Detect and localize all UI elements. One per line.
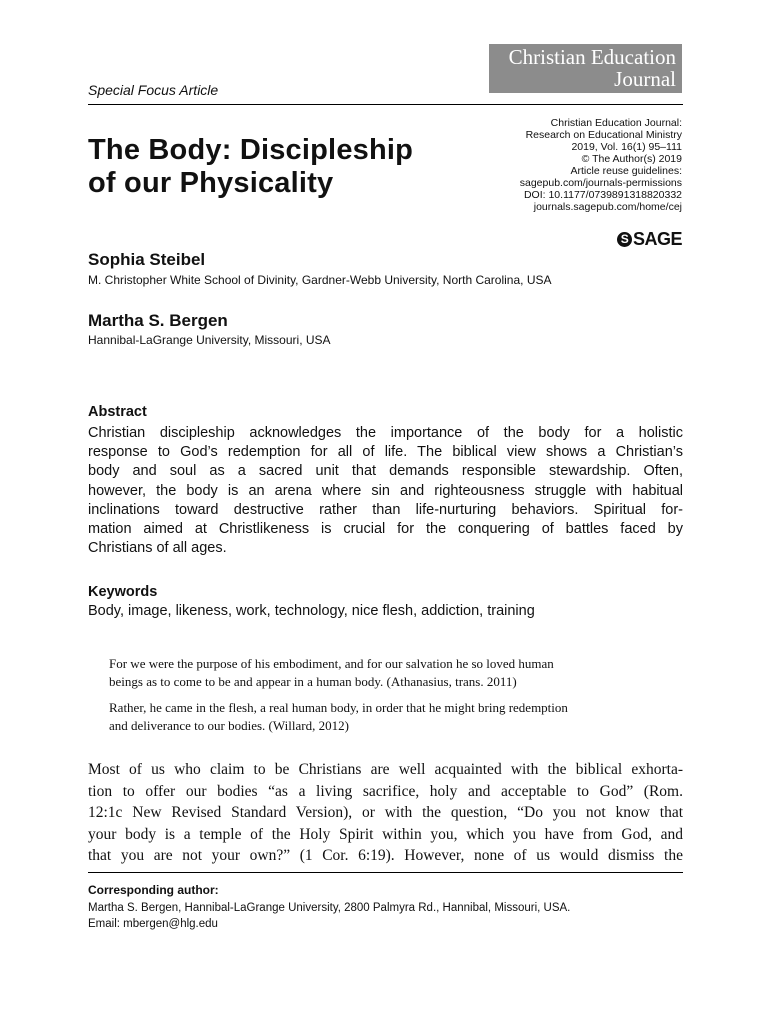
publisher-logo-text: SAGE — [632, 229, 682, 249]
author-affiliation: Hannibal-LaGrange University, Missouri, USA — [88, 333, 331, 347]
abstract-line: response to God’s redemption for all of life. The biblical view shows a Christian’s — [88, 444, 683, 461]
abstract-body — [88, 424, 683, 558]
meta-volume: 2019, Vol. 16(1) 95–111 — [571, 141, 682, 153]
publication-metadata — [520, 117, 682, 213]
main-body-text — [88, 759, 683, 867]
meta-permissions-link[interactable]: sagepub.com/journals-permissions — [519, 177, 682, 189]
corresponding-author-label: Corresponding author: — [88, 883, 219, 897]
body-line: that you are not your own?” (1 Cor. 6:19). However, none of us would dismiss the — [88, 847, 683, 864]
corresponding-author-address: Martha S. Bergen, Hannibal-LaGrange University, 2800 Palmyra Rd., Hannibal, Missouri, USA. — [88, 902, 571, 914]
publisher-logo — [617, 229, 682, 250]
body-line: your body is a temple of the Holy Spirit within you, which you have from God, and — [88, 825, 683, 843]
epigraph-quote — [109, 655, 669, 690]
abstract-heading: Abstract — [88, 404, 147, 420]
meta-copyright: © The Author(s) 2019 — [581, 153, 682, 165]
abstract-line: mation aimed at Christlikeness is crucial for the conquering of battles faced by — [88, 521, 683, 538]
article-title-line-1: The Body: Discipleship — [88, 134, 414, 166]
epigraph-line: beings as to come to be and appear in a human body. (Athanasius, trans. 2011) — [109, 673, 517, 689]
epigraph-quote — [109, 699, 669, 734]
abstract-line: however, the body is an arena where sin and righteousness struggle with habitual — [88, 482, 683, 499]
abstract-line: inclinations toward destructive rather than life-nurturing behaviors. Spiritual for- — [88, 501, 683, 518]
meta-reuse-label: Article reuse guidelines: — [570, 165, 682, 177]
corresponding-author-email[interactable]: Email: mbergen@hlg.edu — [88, 918, 218, 930]
abstract-line: Christian discipleship acknowledges the importance of the body for a holistic — [88, 425, 683, 441]
article-title-line-2: of our Physicality — [88, 167, 334, 199]
body-line: Most of us who claim to be Christians are well acquainted with the biblical exhorta- — [88, 761, 683, 778]
journal-name-line-2: Journal — [614, 67, 676, 91]
abstract-line: Christians of all ages. — [88, 540, 227, 557]
keywords-list: Body, image, likeness, work, technology, nice flesh, addiction, training — [88, 603, 535, 619]
abstract-line: body and soul as a sacred unit that demands responsible stewardship. Often, — [88, 463, 683, 480]
section-label: Special Focus Article — [88, 82, 219, 98]
epigraph-line: Rather, he came in the flesh, a real human body, in order that he might bring redemption — [109, 700, 568, 715]
meta-doi[interactable]: DOI: 10.1177/0739891318820332 — [523, 189, 682, 201]
body-line: 12:1c New Revised Standard Version), or with the question, “Do you not know that — [88, 804, 683, 821]
journal-name-line-1: Christian Education — [508, 45, 676, 69]
author-affiliation: M. Christopher White School of Divinity, Gardner-Webb University, North Carolina, USA — [88, 273, 552, 287]
keywords-heading: Keywords — [88, 584, 158, 600]
body-line: tion to offer our bodies “as a living sacrifice, holy and acceptable to God” (Rom. — [88, 782, 683, 800]
publisher-logo-mark: S — [617, 232, 632, 247]
meta-journal-homepage-link[interactable]: journals.sagepub.com/home/cej — [533, 201, 682, 213]
epigraph-line: For we were the purpose of his embodiment, and for our salvation he so loved human — [109, 656, 554, 671]
author-name: Sophia Steibel — [88, 250, 206, 269]
article-title — [88, 134, 488, 200]
author-name: Martha S. Bergen — [88, 311, 228, 330]
footnote-divider — [88, 872, 683, 873]
epigraph-line: and deliverance to our bodies. (Willard, 2012) — [109, 717, 349, 733]
meta-subtitle: Research on Educational Ministry — [525, 129, 682, 141]
journal-name-badge — [489, 44, 682, 93]
meta-journal: Christian Education Journal: — [550, 117, 682, 129]
header-divider — [88, 104, 683, 105]
